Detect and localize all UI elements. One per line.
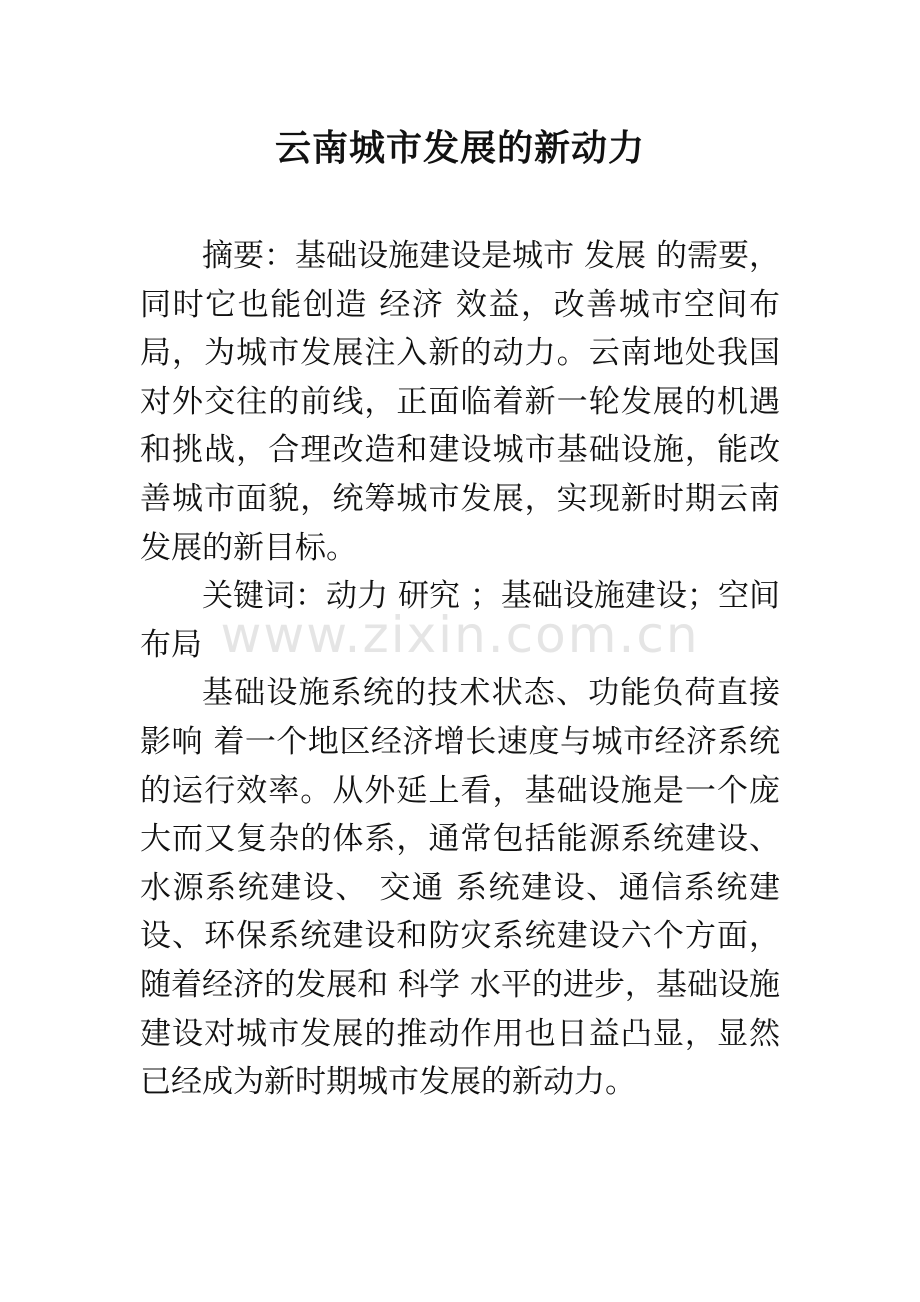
page-title: 云南城市发展的新动力 xyxy=(274,127,645,169)
abstract-paragraph: 摘要：基础设施建设是城市 发展 的需要，同时它也能创造 经济 效益，改善城市空间布局，为城市发展注入新的动力。云南地处我国对外交往的前线，正面临着新一轮发展的机遇和挑战，合理改造和建设城市基础设施，能改善城市面貌，统筹城市发展，实现新时期云南发展的新目标。 xyxy=(140,238,780,566)
keywords-paragraph: 关键词：动力 研究 ；基础设施建设；空间布局 xyxy=(140,578,780,663)
document-body xyxy=(140,232,780,1107)
watermark: www.zixin.com.cn xyxy=(220,606,700,664)
body-paragraph: 基础设施系统的技术状态、功能负荷直接 影响 着一个地区经济增长速度与城市经济系统的运行效率。从外延上看，基础设施是一个庞大而又复杂的体系，通常包括能源系统建设、水源系统建设、 交通 系统建设、通信系统建设、环保系统建设和防灾系统建设六个方面，随着经济的发展和 科学 水平的进步，基础设施建设对城市发展的推动作用也日益凸显，显然已经成为新时期城市发展的新动力。 xyxy=(140,675,780,1101)
